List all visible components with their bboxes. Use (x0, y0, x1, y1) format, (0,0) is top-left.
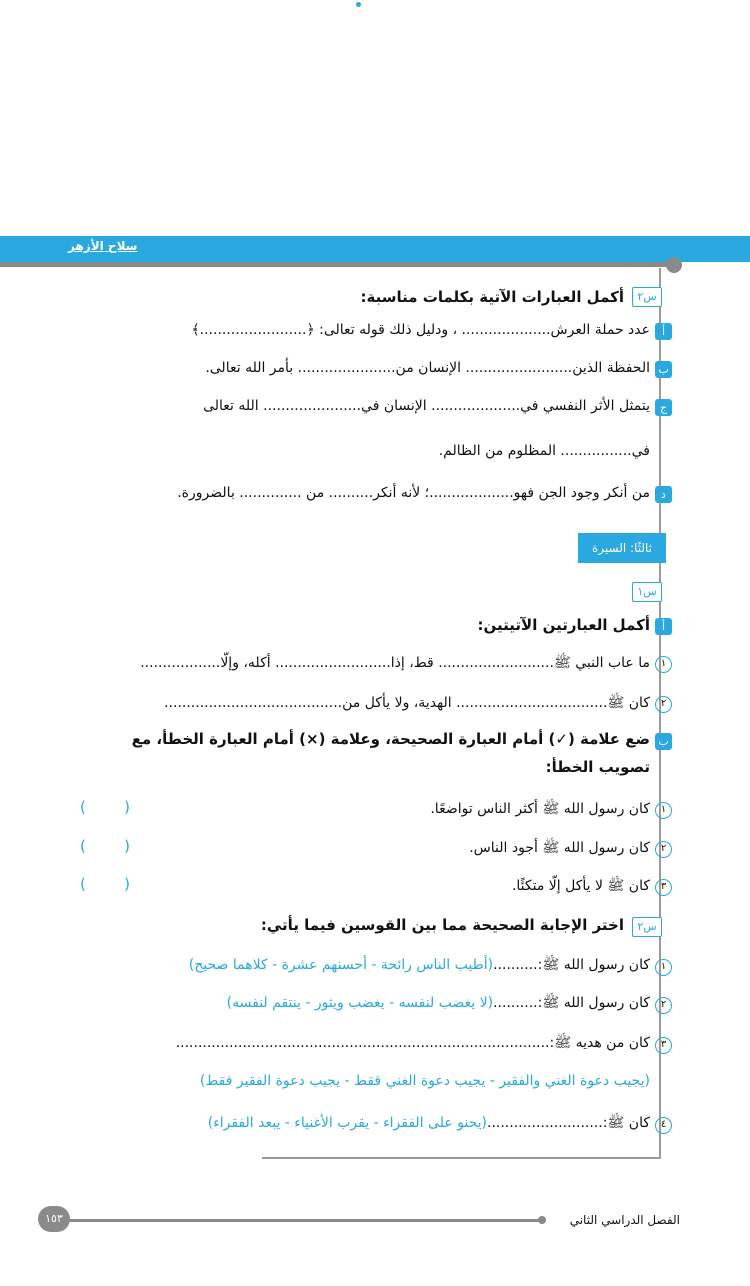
item-badge: ب (655, 361, 672, 378)
paren-open: ( (80, 798, 86, 816)
item-badge: ب (655, 733, 672, 750)
item-badge: ج (655, 399, 672, 416)
item-text: كان رسول الله ﷺ:..........(أطيب الناس رائحة - أحسنهم عشرة - كلاهما صحيح) (188, 957, 650, 973)
item-number: ١ (655, 802, 672, 819)
paren-close: ) (124, 837, 130, 855)
item-number: ٢ (655, 841, 672, 858)
item-number: ٣ (655, 879, 672, 896)
footer-rule (60, 1219, 540, 1222)
item-text-continued: في................ المظلوم من الظالم. (438, 443, 650, 459)
sub-question-title: ضع علامة (✓) أمام العبارة الصحيحة، وعلامة (×) أمام العبارة الخطأ، مع (131, 730, 650, 748)
item-text: كان رسول الله ﷺ أكثر الناس تواضعًا. (430, 801, 650, 817)
item-text: كان ﷺ لا يأكل إلّا متكئًا. (511, 878, 650, 894)
brand-logo-text: سلاح الأزهر (68, 239, 138, 253)
item-text: كان ﷺ.................................. الهدية، ولا يأكل من........................................ (164, 695, 650, 711)
paren-open: ( (80, 875, 86, 893)
choices: (يحنو على الفقراء - يقرب الأغنياء - يبعد الفقراء) (207, 1115, 487, 1131)
item-number: ١ (655, 656, 672, 673)
item-number: ٣ (655, 1037, 672, 1054)
item-number: ٢ (655, 696, 672, 713)
item-text: من أنكر وجود الجن فهو...................؛ لأنه أنكر.......... من .............. بالضرورة. (177, 485, 650, 501)
choices: (يجيب دعوة الغني والفقير - يجيب دعوة الغني فقط - يجيب دعوة الفقير فقط) (199, 1073, 650, 1089)
question-tag: س٢ (632, 917, 662, 937)
answer-parentheses[interactable] (80, 798, 130, 816)
paren-close: ) (124, 798, 130, 816)
paren-close: ) (124, 875, 130, 893)
header-rule (0, 262, 676, 267)
item-text: كان من هديه ﷺ:.................................................................................... (175, 1035, 650, 1051)
item-number: ١ (655, 959, 672, 976)
item-badge: أ (655, 618, 672, 635)
header-rule-knob (666, 257, 682, 273)
item-text: كان رسول الله ﷺ أجود الناس. (469, 840, 650, 856)
paren-open: ( (80, 837, 86, 855)
section-title-box: ثالثًا: السيرة (578, 533, 666, 563)
question-tag: س١ (632, 582, 662, 602)
question-title: اختر الإجابة الصحيحة مما بين القوسين فيما يأتي: (260, 916, 624, 934)
footer-text: الفصل الدراسي الثاني (569, 1213, 680, 1227)
choices: (لا يغضب لنفسه - يغضب ويثور - ينتقم لنفسه) (226, 995, 494, 1011)
item-text: ما عاب النبي ﷺ.......................... قط، إذا.......................... أكله، وإلّا.................. (140, 655, 650, 671)
item-number: ٢ (655, 997, 672, 1014)
frame-bottom-border (262, 1157, 661, 1159)
item-text: عدد حملة العرش.................... ، ودليل ذلك قوله تعالى: ﴿........................﴾ (191, 322, 650, 338)
page-number: ١٥٣ (38, 1206, 70, 1232)
question-title: أكمل العبارات الآتية بكلمات مناسبة: (360, 288, 624, 306)
top-dot (356, 2, 361, 7)
item-number: ٤ (655, 1117, 672, 1134)
item-badge: د (655, 486, 672, 503)
answer-parentheses[interactable] (80, 875, 130, 893)
choices: (أطيب الناس رائحة - أحسنهم عشرة - كلاهما صحيح) (188, 957, 494, 973)
sub-question-title: أكمل العبارتين الآتيتين: (477, 616, 650, 634)
answer-parentheses[interactable] (80, 837, 130, 855)
item-text: الحفظة الذين........................ الإنسان من...................... بأمر الله تعالى. (205, 360, 650, 376)
item-text: كان رسول الله ﷺ:..........(لا يغضب لنفسه - يغضب ويثور - ينتقم لنفسه) (226, 995, 650, 1011)
item-text: كان ﷺ:..........................(يحنو على الفقراء - يقرب الأغنياء - يبعد الفقراء) (207, 1115, 650, 1131)
footer-rule-dot (538, 1216, 546, 1224)
item-badge: أ (655, 323, 672, 340)
sub-question-title-continued: تصويب الخطأ: (545, 758, 650, 776)
question-tag: س٢ (632, 287, 662, 307)
item-text: يتمثل الأثر النفسي في.................... الإنسان في...................... الله تعالى (203, 398, 650, 414)
